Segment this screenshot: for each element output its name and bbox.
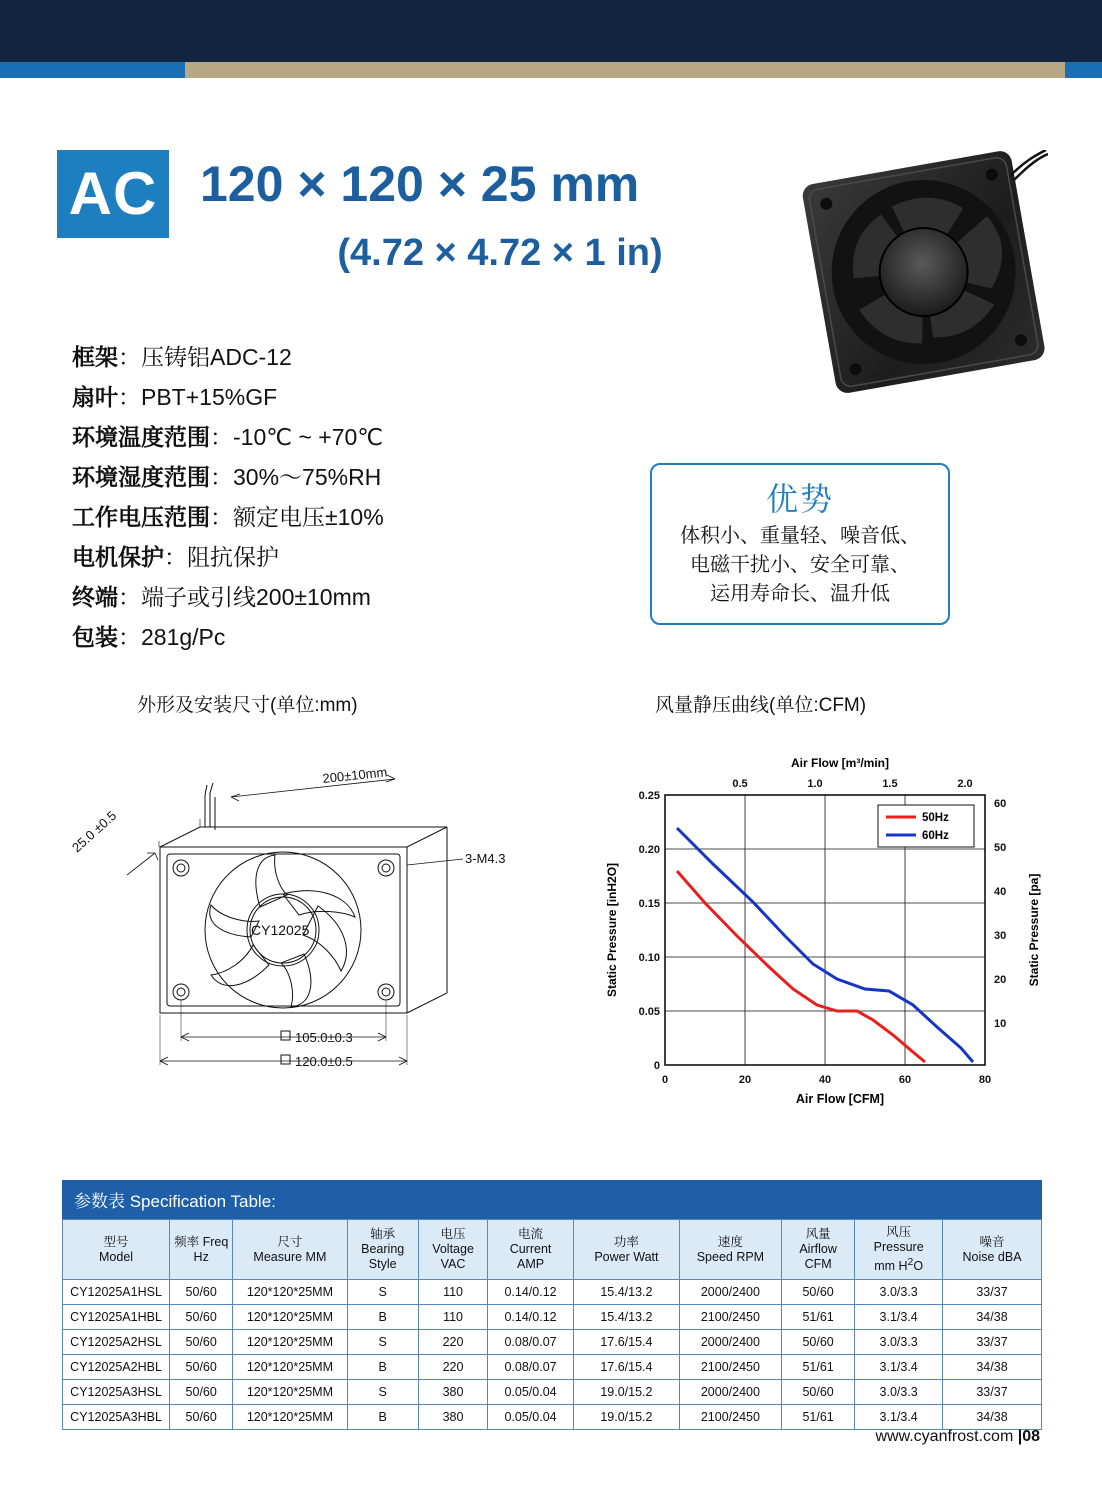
legend-label-60hz: 60Hz [922, 830, 949, 842]
cell-current: 0.14/0.12 [488, 1280, 574, 1305]
footer [875, 1428, 1040, 1446]
cell-measure: 120*120*25MM [233, 1355, 347, 1380]
cell-airflow: 51/61 [781, 1355, 854, 1380]
spec-value: 281g/Pc [141, 624, 226, 650]
spec-row [72, 540, 592, 575]
col-speed: 速度 Speed RPM [679, 1220, 781, 1280]
cell-bearing: B [347, 1355, 418, 1380]
spec-key: 终端 [72, 584, 118, 610]
cell-current: 0.08/0.07 [488, 1355, 574, 1380]
svg-text:2.0: 2.0 [957, 778, 973, 790]
top-bar-blue-left [0, 62, 185, 78]
inner-dim-label: 105.0±0.3 [295, 1030, 353, 1045]
spec-value: PBT+15%GF [141, 384, 278, 410]
spec-sep: ： [118, 624, 141, 650]
cell-freq: 50/60 [170, 1380, 233, 1405]
cell-airflow: 51/61 [781, 1405, 854, 1430]
spec-key: 框架 [72, 344, 118, 370]
svg-text:1.5: 1.5 [882, 778, 898, 790]
spec-row [72, 340, 592, 375]
spec-value: 30%～75%RH [233, 464, 382, 490]
table-row [63, 1380, 1042, 1405]
technical-drawing [55, 735, 575, 1115]
cell-airflow: 50/60 [781, 1280, 854, 1305]
spec-sep: ： [164, 544, 187, 570]
cell-bearing: B [347, 1305, 418, 1330]
spec-key: 扇叶 [72, 384, 118, 410]
spec-row [72, 420, 592, 455]
thickness-label: 25.0 ±0.5 [68, 807, 120, 856]
svg-text:30: 30 [994, 930, 1007, 942]
spec-key: 电机保护 [72, 544, 164, 570]
cell-measure: 120*120*25MM [233, 1380, 347, 1405]
table-header-row [63, 1220, 1042, 1280]
cell-voltage: 380 [418, 1380, 487, 1405]
cell-noise: 33/37 [943, 1280, 1042, 1305]
col-airflow: 风量 Airflow CFM [781, 1220, 854, 1280]
model-label: CY12025 [251, 922, 310, 938]
cell-airflow: 50/60 [781, 1330, 854, 1355]
cell-voltage: 220 [418, 1355, 487, 1380]
page-subtitle: (4.72 × 4.72 × 1 in) [337, 232, 663, 274]
cell-current: 0.05/0.04 [488, 1380, 574, 1405]
chart-caption: 风量静压曲线(单位:CFM) [655, 695, 867, 716]
svg-text:0: 0 [661, 1074, 669, 1086]
advantage-line: 体积小、重量轻、噪音低、 [680, 525, 920, 547]
spec-row [72, 580, 592, 615]
cell-speed: 2100/2450 [679, 1305, 781, 1330]
cell-bearing: B [347, 1405, 418, 1430]
cell-bearing: S [347, 1330, 418, 1355]
page-title: 120 × 120 × 25 mm [200, 156, 640, 212]
fan-photo [800, 150, 1048, 398]
chart-top-axis-label: Air Flow [m³/min] [791, 756, 889, 770]
cell-speed: 2000/2400 [679, 1330, 781, 1355]
hole-label: 3-M4.3 [465, 851, 506, 866]
spec-sep: ： [118, 384, 141, 410]
advantage-line: 电磁干扰小、安全可靠、 [690, 554, 910, 576]
cell-pressure: 3.0/3.3 [855, 1330, 943, 1355]
cell-current: 0.05/0.04 [488, 1405, 574, 1430]
svg-text:0.5: 0.5 [732, 778, 748, 790]
cell-power: 17.6/15.4 [573, 1330, 679, 1355]
page-number: |08 [1017, 1428, 1040, 1445]
svg-text:0.25: 0.25 [638, 790, 660, 802]
cell-noise: 34/38 [943, 1405, 1042, 1430]
top-bar-dark [0, 0, 1102, 62]
ac-badge: AC [57, 150, 169, 238]
cell-speed: 2000/2400 [679, 1280, 781, 1305]
cell-speed: 2100/2450 [679, 1405, 781, 1430]
cell-model: CY12025A2HSL [63, 1330, 170, 1355]
spec-value: 压铸铝ADC-12 [141, 344, 292, 370]
spec-key: 工作电压范围 [72, 504, 210, 530]
cell-model: CY12025A3HSL [63, 1380, 170, 1405]
col-freq: 频率 Freq Hz [170, 1220, 233, 1280]
cell-measure: 120*120*25MM [233, 1280, 347, 1305]
cell-freq: 50/60 [170, 1280, 233, 1305]
cell-current: 0.08/0.07 [488, 1330, 574, 1355]
svg-text:60: 60 [898, 1074, 912, 1086]
cell-freq: 50/60 [170, 1330, 233, 1355]
cell-measure: 120*120*25MM [233, 1305, 347, 1330]
chart-x-axis-label: Air Flow [CFM] [795, 1092, 885, 1106]
cell-pressure: 3.0/3.3 [855, 1380, 943, 1405]
svg-text:50: 50 [994, 842, 1007, 854]
spec-sep: ： [210, 504, 233, 530]
cell-measure: 120*120*25MM [233, 1330, 347, 1355]
specification-list [72, 340, 592, 660]
specification-table-section [62, 1180, 1042, 1430]
cell-pressure: 3.0/3.3 [855, 1280, 943, 1305]
svg-text:0.15: 0.15 [638, 898, 660, 910]
chart-right-axis-label: Static Pressure [pa] [1027, 873, 1041, 987]
table-row [63, 1305, 1042, 1330]
cell-power: 15.4/13.2 [573, 1280, 679, 1305]
svg-text:0: 0 [653, 1060, 660, 1072]
cell-voltage: 380 [418, 1405, 487, 1430]
col-voltage: 电压 Voltage VAC [418, 1220, 487, 1280]
col-noise: 噪音 Noise dBA [943, 1220, 1042, 1280]
cell-voltage: 220 [418, 1330, 487, 1355]
svg-text:0.10: 0.10 [638, 952, 660, 964]
spec-sep: ： [118, 344, 141, 370]
cell-pressure: 3.1/3.4 [855, 1405, 943, 1430]
cell-noise: 34/38 [943, 1355, 1042, 1380]
cell-airflow: 50/60 [781, 1380, 854, 1405]
chart-y-axis-label: Static Pressure [inH2O] [605, 862, 619, 998]
cell-model: CY12025A3HBL [63, 1405, 170, 1430]
spec-value: -10℃ ~ +70℃ [233, 424, 384, 450]
spec-key: 环境湿度范围 [72, 464, 210, 490]
cell-speed: 2100/2450 [679, 1355, 781, 1380]
chart-legend [878, 805, 974, 847]
cell-bearing: S [347, 1280, 418, 1305]
svg-text:40: 40 [994, 886, 1007, 898]
col-bearing: 轴承 Bearing Style [347, 1220, 418, 1280]
spec-value: 额定电压±10% [233, 504, 384, 530]
col-power: 功率 Power Watt [573, 1220, 679, 1280]
table-caption: 参数表 Specification Table: [62, 1180, 1042, 1219]
table-row [63, 1355, 1042, 1380]
spec-row [72, 380, 592, 415]
top-bar-blue-right [1065, 62, 1102, 78]
spec-key: 包装 [72, 624, 118, 650]
col-pressure: 风压 Pressure mm $H^2O$ [855, 1220, 943, 1280]
cell-voltage: 110 [418, 1280, 487, 1305]
advantage-title: 优势 [765, 481, 834, 517]
svg-text:20: 20 [738, 1074, 752, 1086]
spec-key: 环境温度范围 [72, 424, 210, 450]
cell-model: CY12025A2HBL [63, 1355, 170, 1380]
table-row [63, 1280, 1042, 1305]
spec-row [72, 460, 592, 495]
spec-row [72, 620, 592, 655]
outer-dim-label: 120.0±0.5 [295, 1054, 353, 1069]
cell-freq: 50/60 [170, 1305, 233, 1330]
top-bar-tan [185, 62, 1065, 78]
svg-text:10: 10 [994, 1018, 1007, 1030]
col-current: 电流 Current AMP [488, 1220, 574, 1280]
cell-model: CY12025A1HBL [63, 1305, 170, 1330]
svg-text:80: 80 [978, 1074, 992, 1086]
spec-row [72, 500, 592, 535]
legend-label-50hz: 50Hz [922, 812, 949, 824]
cell-voltage: 110 [418, 1305, 487, 1330]
svg-text:20: 20 [994, 974, 1007, 986]
svg-text:1.0: 1.0 [807, 778, 823, 790]
cell-model: CY12025A1HSL [63, 1280, 170, 1305]
cell-noise: 33/37 [943, 1380, 1042, 1405]
spec-value: 端子或引线200±10mm [141, 584, 371, 610]
advantage-line: 运用寿命长、温升低 [710, 583, 890, 605]
table-row [63, 1330, 1042, 1355]
series-50hz [677, 871, 925, 1062]
specification-table [62, 1219, 1042, 1430]
table-row [63, 1405, 1042, 1430]
svg-text:0.20: 0.20 [638, 844, 660, 856]
cell-pressure: 3.1/3.4 [855, 1305, 943, 1330]
drawing-caption: 外形及安装尺寸(单位:mm) [137, 695, 358, 716]
cell-power: 15.4/13.2 [573, 1305, 679, 1330]
cell-power: 19.0/15.2 [573, 1405, 679, 1430]
svg-text:40: 40 [818, 1074, 832, 1086]
svg-text:60: 60 [994, 798, 1007, 810]
cell-noise: 34/38 [943, 1305, 1042, 1330]
spec-sep: ： [210, 424, 233, 450]
cell-measure: 120*120*25MM [233, 1405, 347, 1430]
cell-airflow: 51/61 [781, 1305, 854, 1330]
cell-bearing: S [347, 1380, 418, 1405]
cell-speed: 2000/2400 [679, 1380, 781, 1405]
spec-value: 阻抗保护 [187, 544, 279, 570]
spec-sep: ： [210, 464, 233, 490]
cell-pressure: 3.1/3.4 [855, 1355, 943, 1380]
advantage-box [650, 463, 950, 625]
cell-power: 19.0/15.2 [573, 1380, 679, 1405]
cell-noise: 33/37 [943, 1330, 1042, 1355]
footer-website[interactable]: www.cyanfrost.com [875, 1428, 1014, 1445]
performance-chart [590, 735, 1060, 1115]
cell-freq: 50/60 [170, 1355, 233, 1380]
cell-freq: 50/60 [170, 1405, 233, 1430]
svg-text:0.05: 0.05 [638, 1006, 660, 1018]
cell-current: 0.14/0.12 [488, 1305, 574, 1330]
cell-power: 17.6/15.4 [573, 1355, 679, 1380]
spec-sep: ： [118, 584, 141, 610]
col-measure: 尺寸 Measure MM [233, 1220, 347, 1280]
lead-length-label: 200±10mm [321, 764, 388, 786]
col-model: 型号 Model [63, 1220, 170, 1280]
